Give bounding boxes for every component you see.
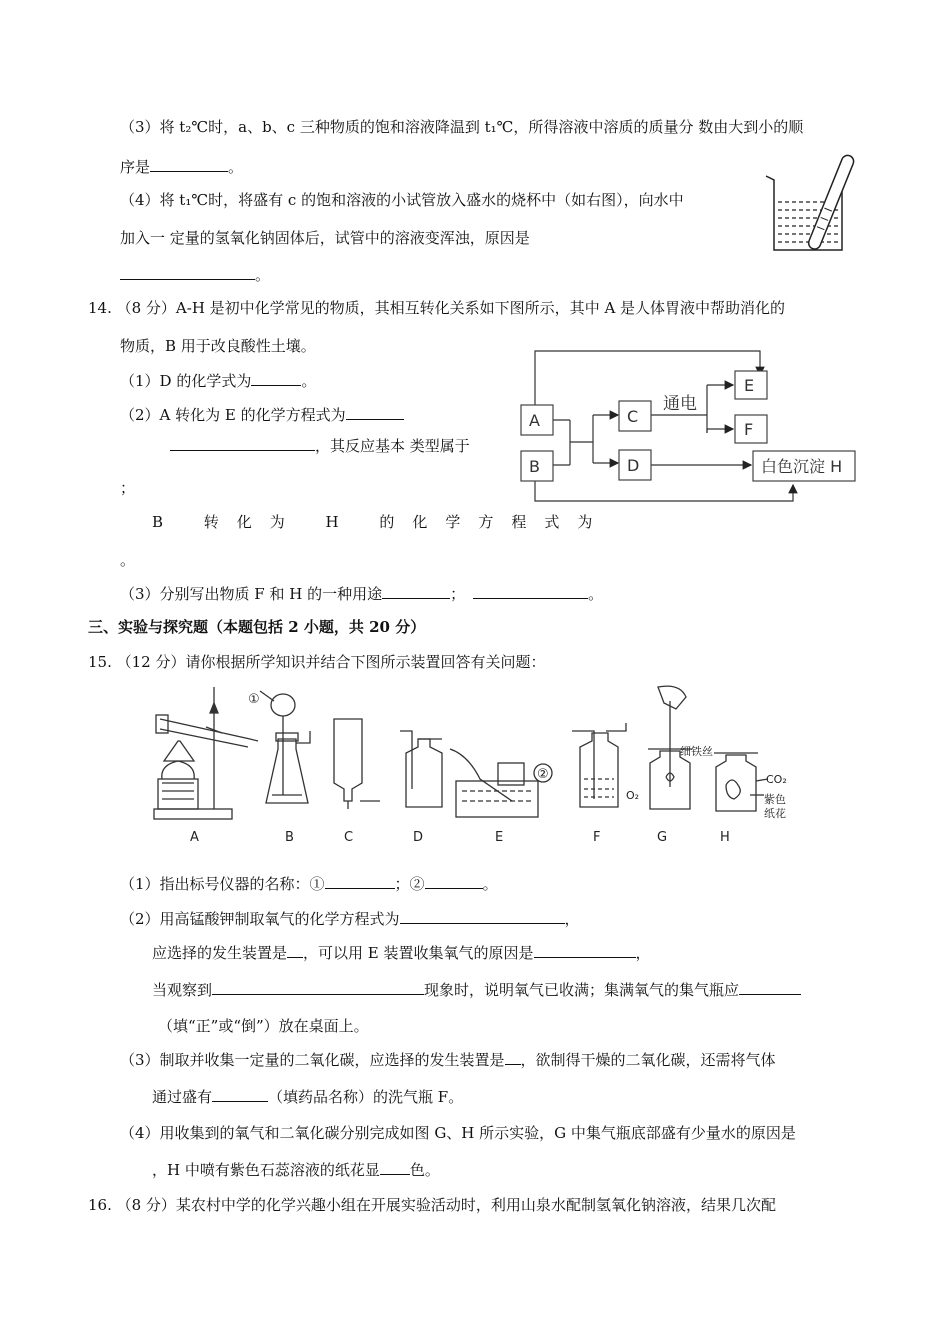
q13-part3-text: 序是 [120, 158, 151, 176]
answer-blank[interactable] [739, 980, 801, 995]
label-e: E [495, 830, 504, 845]
q15-part2-text2: 应选择的发生装置是 [152, 944, 288, 962]
q15-part3-text: （3）制取并收集一定量的二氧化碳，应选择的发生装置是 [120, 1051, 505, 1069]
q13-part4-line2: 加入一 定量的氢氧化钠固体后，试管中的溶液变浑浊，原因是 [120, 229, 530, 247]
node-b: B [529, 457, 540, 476]
q15-part4-text2: 色。 [409, 1161, 440, 1179]
q15-part1 [120, 874, 498, 894]
q16-intro: 16. （8 分）某农村中学的化学兴趣小组在开展实验活动时，利用山泉水配制氢氧化钠溶液，结果几次配 [88, 1196, 776, 1214]
q15-part2 [120, 909, 580, 929]
answer-blank[interactable] [251, 371, 301, 386]
node-e: E [744, 376, 755, 395]
q14-part2-line4: B 转化为 H 的化学方程式为 [152, 513, 611, 531]
punct: ， [635, 944, 651, 962]
q15-part2-text: （2）用高锰酸钾制取氧气的化学方程式为 [120, 910, 400, 928]
q15-part3 [120, 1050, 776, 1070]
q15-part2-text5: 现象时，说明氧气已收满；集满氧气的集气瓶应 [424, 981, 740, 999]
q14-part2-type: ，其反应基本 类型属于 [315, 437, 470, 455]
flower-label-1: 紫色 [764, 793, 786, 806]
q14-part1-text: （1）D 的化学式为 [120, 372, 252, 390]
punct: 。 [482, 875, 498, 893]
q14-intro-line2: 物质，B 用于改良酸性土壤。 [120, 337, 316, 355]
punct: ； [450, 585, 466, 603]
q14-part2-line5: 。 [120, 551, 136, 569]
q15-part2-text4: 当观察到 [152, 981, 213, 999]
q15-intro: 15. （12 分）请你根据所学知识并结合下图所示装置回答有关问题： [88, 653, 546, 671]
punct: 。 [228, 158, 244, 176]
q15-part2-text3: ，可以用 E 装置收集氧气的原因是 [303, 944, 534, 962]
answer-blank[interactable] [473, 584, 588, 599]
label-g: G [657, 830, 668, 845]
q14-part2-line3: ； [120, 479, 136, 497]
answer-blank[interactable] [120, 265, 255, 280]
answer-blank[interactable] [212, 1087, 268, 1102]
q14-flow-diagram [515, 345, 865, 505]
q14-part2-line2 [170, 436, 470, 456]
q15-part2-line3 [152, 980, 801, 1000]
answer-blank[interactable] [346, 405, 404, 420]
q15-part3-text4: （填药品名称）的洗气瓶 F。 [268, 1088, 464, 1106]
punct: 。 [255, 266, 271, 284]
node-a: A [529, 411, 540, 430]
node-f: F [744, 420, 754, 439]
label-a: A [190, 830, 199, 845]
q15-part1-text: （1）指出标号仪器的名称：① [120, 875, 325, 893]
node-h: 白色沉淀 H [761, 457, 843, 476]
node-c: C [627, 407, 639, 426]
answer-blank[interactable] [382, 584, 450, 599]
q15-part3-text3: 通过盛有 [152, 1088, 213, 1106]
mark-1: ① [248, 692, 260, 707]
answer-blank[interactable] [150, 157, 228, 172]
beaker-figure [760, 150, 860, 260]
apparatus-figure [150, 683, 800, 848]
electrolysis-label: 通电 [663, 394, 697, 414]
q14-intro-line1: 14. （8 分）A-H 是初中化学常见的物质，其相互转化关系如下图所示，其中 A 是人体胃液中帮助消化的 [88, 299, 786, 317]
answer-blank[interactable] [425, 874, 483, 889]
q14-part2-text: （2）A 转化为 E 的化学方程式为 [120, 406, 346, 424]
wire-label: 细铁丝 [680, 745, 713, 758]
punct: 。 [301, 372, 317, 390]
answer-blank[interactable] [212, 980, 424, 995]
q14-part1 [120, 371, 316, 391]
q13-part4-line3 [120, 265, 270, 285]
punct: 。 [588, 585, 604, 603]
answer-blank[interactable] [505, 1050, 521, 1065]
punct: ， [564, 910, 580, 928]
q13-part3-line1: （3）将 t₂℃时，a、b、c 三种物质的饱和溶液降温到 t₁℃，所得溶液中溶质的质量分 数由大到小的顺 [120, 118, 804, 136]
q15-part2-line2 [152, 943, 651, 963]
q14-part3-text: （3）分别写出物质 F 和 H 的一种用途 [120, 585, 383, 603]
answer-blank[interactable] [287, 943, 303, 958]
q15-part4-text: ，H 中喷有紫色石蕊溶液的纸花显 [152, 1161, 380, 1179]
q15-part4-line2 [152, 1160, 440, 1180]
label-d: D [413, 830, 424, 845]
label-b: B [285, 830, 294, 845]
q15-part2-line4: （填“正”或“倒”）放在桌面上。 [158, 1017, 369, 1035]
label-f: F [593, 830, 601, 845]
answer-blank[interactable] [325, 874, 395, 889]
q15-part3-line2 [152, 1087, 463, 1107]
label-c: C [344, 830, 354, 845]
q14-part2 [120, 405, 404, 425]
q13-part3-line2 [120, 157, 243, 177]
answer-blank[interactable] [380, 1160, 410, 1175]
q15-part4: （4）用收集到的氧气和二氧化碳分别完成如图 G、H 所示实验，G 中集气瓶底部盛有少量水的原因是 [120, 1124, 796, 1142]
answer-blank[interactable] [170, 436, 315, 451]
node-d: D [627, 456, 640, 475]
answer-blank[interactable] [534, 943, 636, 958]
flower-label-2: 纸花 [764, 807, 786, 820]
answer-blank[interactable] [400, 909, 565, 924]
section-3-heading: 三、实验与探究题（本题包括 2 小题，共 20 分） [88, 618, 426, 636]
q13-part4-line1: （4）将 t₁℃时，将盛有 c 的饱和溶液的小试管放入盛水的烧杯中（如右图），向水中 [120, 191, 684, 209]
mark-2: ② [537, 767, 549, 782]
q14-part3 [120, 584, 603, 604]
label-h: H [720, 830, 730, 845]
punct: ；② [394, 875, 425, 893]
co2-label: CO₂ [766, 773, 787, 786]
o2-label: O₂ [626, 789, 640, 802]
q15-part3-text2: ，欲制得干燥的二氧化碳，还需将气体 [520, 1051, 776, 1069]
